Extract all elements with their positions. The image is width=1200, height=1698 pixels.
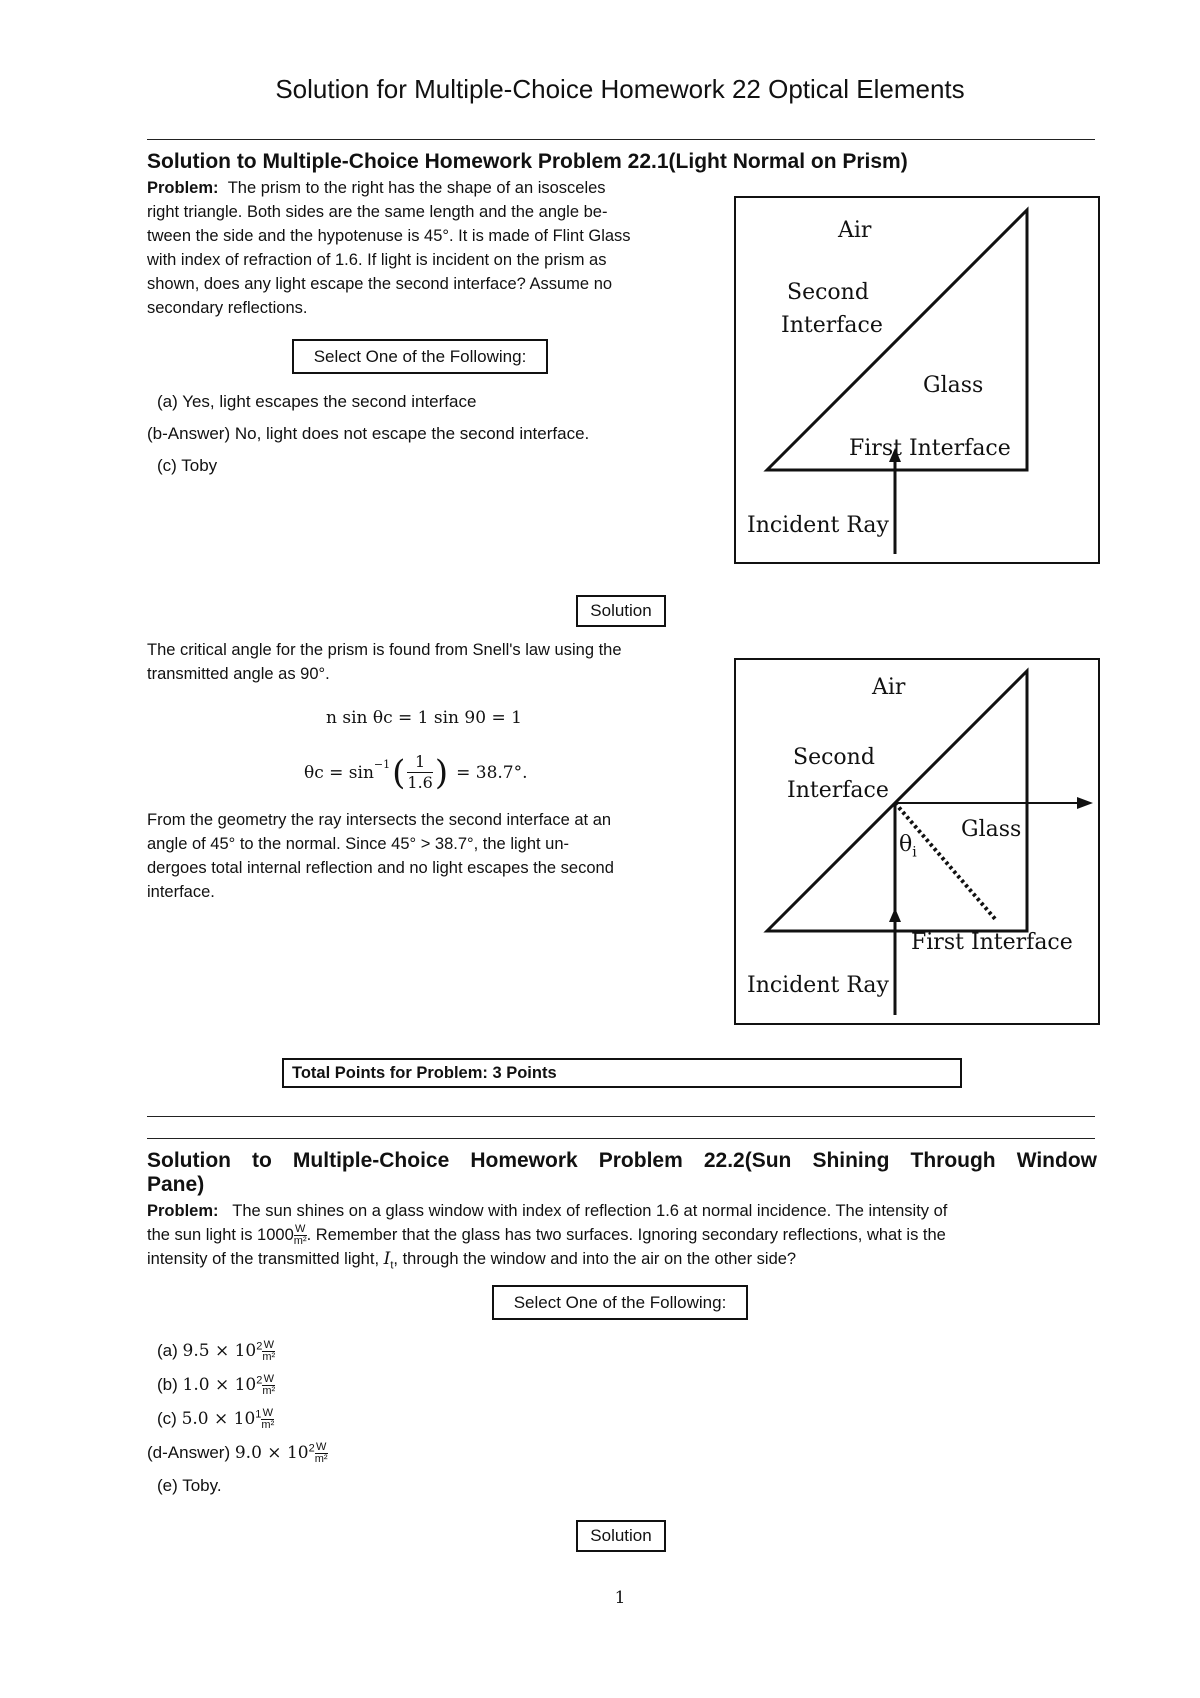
solution-line: The critical angle for the prism is found from Snell's law using the <box>147 641 622 659</box>
solution-line: interface. <box>147 883 215 901</box>
eq2-num: 1 <box>407 752 432 773</box>
problem1-line: right triangle. Both sides are the same length and the angle be- <box>147 203 608 221</box>
problem2-line3a: intensity of the transmitted light, <box>147 1250 384 1269</box>
problem1-total-points: Total Points for Problem: 3 Points <box>282 1058 962 1088</box>
choice-label: (b) <box>157 1374 178 1394</box>
fig1-first-interface-label: First Interface <box>849 436 1011 461</box>
fig2-glass-label: Glass <box>961 817 1022 842</box>
choice-mantissa: 1.0 × 10 <box>182 1374 257 1395</box>
unit-num: W <box>263 1339 274 1351</box>
fig2-interface-label: Interface <box>787 778 889 803</box>
fig1-second-label: Second <box>787 280 869 305</box>
problem1-solution-body <box>147 808 707 904</box>
problem1-solution-intro <box>147 638 707 686</box>
solution-line: From the geometry the ray intersects the second interface at an <box>147 811 612 829</box>
fig1-glass-label: Glass <box>923 373 984 398</box>
problem2-choice-e: (e) Toby. <box>157 1476 222 1495</box>
prism-figure-1-drawing <box>736 198 1098 562</box>
page-title: Solution for Multiple-Choice Homework 22 Optical Elements <box>275 74 965 104</box>
problem2-line2b: . Remember that the glass has two surfaces. Ignoring secondary reflections, what is the <box>306 1226 946 1244</box>
eq2-den: 1.6 <box>407 773 433 792</box>
fig2-second-label: Second <box>793 745 875 770</box>
problem2-line1: The sun shines on a glass window with index of reflection 1.6 at normal incidence. The intensity of <box>232 1202 948 1220</box>
problem2-label: Problem: <box>147 1202 219 1220</box>
eq2-right: = 38.7°. <box>456 762 528 783</box>
problem1-line: secondary reflections. <box>147 299 308 317</box>
problem1-line: with index of refraction of 1.6. If light is incident on the prism as <box>147 251 607 269</box>
unit-num: W <box>262 1407 274 1419</box>
problem2-line2a: the sun light is 1000 <box>147 1226 294 1244</box>
problem2-heading-line1: Solution to Multiple-Choice Homework Problem 22.2(Sun Shining Through Window <box>147 1149 1097 1172</box>
prism-triangle <box>767 210 1027 470</box>
choice-label: (d-Answer) <box>147 1442 231 1462</box>
fig1-incident-ray-label: Incident Ray <box>747 513 889 538</box>
problem1-line: shown, does any light escape the second interface? Assume no <box>147 275 613 293</box>
problem2-statement <box>147 1199 1097 1277</box>
prism-figure-2 <box>734 658 1100 1025</box>
solution-line: angle of 45° to the normal. Since 45° > 38.7°, the light un- <box>147 835 570 853</box>
theta-symbol: θ <box>899 832 913 857</box>
unit-num: W <box>295 1223 306 1236</box>
critical-angle-equation: θc = sin $^{-1}$ ( $\frac{1}{1.6}$ ) = 38.7°. <box>304 752 528 793</box>
problem2-choice-d <box>147 1442 328 1465</box>
problem2-choice-a <box>157 1340 275 1363</box>
snell-equation: n sin θc = 1 sin 90 = 1 <box>326 708 522 728</box>
problem1-choice-a: (a) Yes, light escapes the second interface <box>157 392 477 411</box>
choice-mantissa: 9.5 × 10 <box>182 1340 257 1361</box>
problem1-select-box: Select One of the Following: <box>292 339 548 374</box>
intensity-sub: t <box>390 1259 394 1272</box>
unit-num: W <box>315 1441 327 1453</box>
fig2-air-label: Air <box>872 675 906 700</box>
problem1-statement <box>147 176 697 320</box>
unit-den: m² <box>262 1385 276 1397</box>
unit-den: m² <box>261 1419 275 1431</box>
section-divider-2 <box>147 1138 1095 1139</box>
problem2-choice-b <box>157 1374 275 1397</box>
choice-mantissa: 9.0 × 10 <box>234 1442 309 1463</box>
eq2-sup: −1 <box>373 758 391 771</box>
unit-den: m² <box>262 1351 276 1363</box>
eq2-left: θc = sin <box>304 762 374 783</box>
title-divider <box>147 139 1095 140</box>
fig2-incident-ray-label: Incident Ray <box>747 973 889 998</box>
choice-exp: 2 <box>308 1442 315 1455</box>
unit-den: m² <box>293 1235 307 1248</box>
problem1-choice-c: (c) Toby <box>157 456 218 475</box>
prism-figure-2-drawing <box>736 660 1098 1023</box>
choice-mantissa: 5.0 × 10 <box>181 1408 256 1429</box>
fig2-first-interface-label: First Interface <box>911 930 1073 955</box>
reflected-ray-arrowhead <box>1077 797 1093 809</box>
incident-ray-arrowhead <box>889 908 901 922</box>
problem1-label: Problem: <box>147 179 219 197</box>
problem2-solution-box: Solution <box>576 1520 666 1552</box>
problem2-choice-c <box>157 1408 274 1431</box>
choice-label: (a) <box>157 1340 178 1360</box>
choice-exp: 2 <box>256 1374 263 1387</box>
problem2-select-box: Select One of the Following: <box>492 1285 748 1320</box>
solution-line: dergoes total internal reflection and no light escapes the second <box>147 859 614 877</box>
unit-den: m² <box>314 1453 328 1465</box>
problem1-solution-box: Solution <box>576 595 666 627</box>
prism-figure-1 <box>734 196 1100 564</box>
choice-label: (c) <box>157 1408 177 1428</box>
problem1-heading: Solution to Multiple-Choice Homework Problem 22.1(Light Normal on Prism) <box>147 150 908 173</box>
problem1-line: The prism to the right has the shape of an isosceles <box>227 179 606 197</box>
unit-num: W <box>263 1373 274 1385</box>
section-divider-1 <box>147 1116 1095 1117</box>
theta-subscript: i <box>912 844 917 861</box>
choice-exp: 2 <box>256 1340 263 1353</box>
problem1-choice-b: (b-Answer) No, light does not escape the second interface. <box>147 424 590 443</box>
choice-exp: 1 <box>255 1408 262 1421</box>
fig2-theta-label <box>899 832 917 860</box>
fig1-air-label: Air <box>838 218 872 243</box>
problem2-heading-line2: Pane) <box>147 1173 205 1196</box>
solution-line: transmitted angle as 90°. <box>147 665 330 683</box>
intensity-var: I <box>383 1249 391 1270</box>
page-number: 1 <box>614 1588 626 1608</box>
problem2-line3b: , through the window and into the air on the other side? <box>393 1250 797 1269</box>
fig1-interface-label: Interface <box>781 313 883 338</box>
problem1-line: tween the side and the hypotenuse is 45°. It is made of Flint Glass <box>147 227 631 245</box>
